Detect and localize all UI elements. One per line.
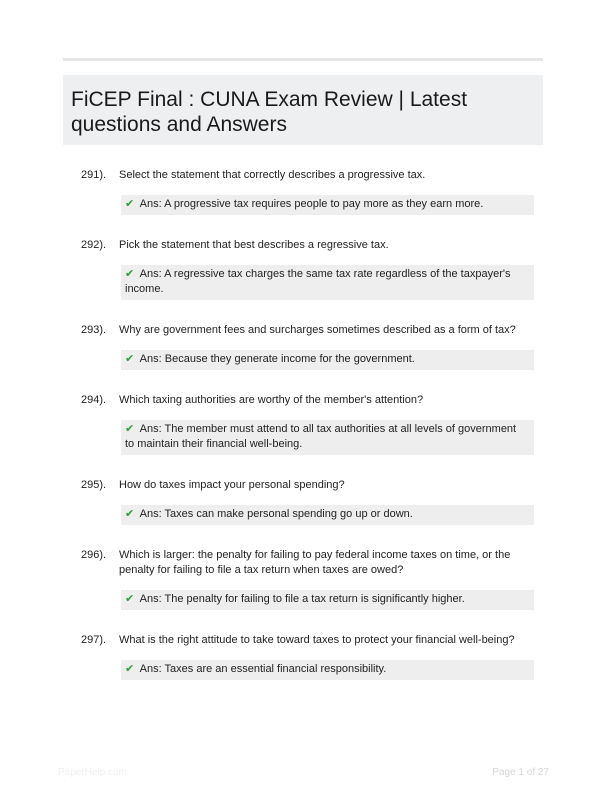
check-icon: ✔ <box>125 663 135 675</box>
qa-item <box>63 322 543 370</box>
page-title: FiCEP Final : CUNA Exam Review | Latest questions and Answers <box>71 88 468 136</box>
qa-item <box>63 237 543 300</box>
question-number: 293). <box>81 324 107 336</box>
question-row <box>63 477 543 493</box>
question-text: Select the statement that correctly describes a progressive tax. <box>119 169 426 181</box>
question-text: Why are government fees and surcharges sometimes described as a form of tax? <box>119 324 516 336</box>
question-number: 296). <box>81 549 107 561</box>
answer-prefix: Ans: <box>139 423 162 435</box>
check-icon: ✔ <box>125 268 135 280</box>
answer-box <box>121 660 534 680</box>
question-text: Which taxing authorities are worthy of the member's attention? <box>119 394 424 406</box>
qa-item <box>63 167 543 215</box>
question-text: Pick the statement that best describes a regressive tax. <box>119 239 389 251</box>
answer-text: A progressive tax requires people to pay more as they earn more. <box>164 198 484 210</box>
question-row <box>63 167 543 183</box>
answer-prefix: Ans: <box>139 663 162 675</box>
answer-box <box>121 265 534 300</box>
check-icon: ✔ <box>125 423 135 435</box>
question-number: 297). <box>81 634 107 646</box>
page-number: Page 1 of 27 <box>492 767 549 778</box>
qa-item <box>63 547 543 610</box>
question-number: 294). <box>81 394 107 406</box>
question-number: 291). <box>81 169 107 181</box>
title-banner <box>63 75 543 145</box>
check-icon: ✔ <box>125 508 135 520</box>
question-text: Which is larger: the penalty for failing to pay federal income taxes on time, or the penalty for failing to file a tax return when taxes are owed? <box>119 549 511 576</box>
answer-box <box>121 420 534 455</box>
answer-text: Because they generate income for the government. <box>164 353 415 365</box>
answer-prefix: Ans: <box>139 508 162 520</box>
question-list <box>63 167 543 702</box>
answer-prefix: Ans: <box>139 198 162 210</box>
qa-item <box>63 632 543 680</box>
check-icon: ✔ <box>125 593 135 605</box>
answer-prefix: Ans: <box>139 353 162 365</box>
check-icon: ✔ <box>125 198 135 210</box>
qa-item <box>63 477 543 525</box>
question-row <box>63 322 543 338</box>
answer-text: The member must attend to all tax authorities at all levels of government to maintain their financial well-being. <box>125 423 517 450</box>
answer-prefix: Ans: <box>139 593 162 605</box>
check-icon: ✔ <box>125 353 135 365</box>
question-text: What is the right attitude to take toward taxes to protect your financial well-being? <box>119 634 515 646</box>
footer-source-watermark: PaperHelp.com <box>58 767 127 778</box>
question-row <box>63 237 543 253</box>
question-number: 292). <box>81 239 107 251</box>
answer-box <box>121 350 534 370</box>
answer-text: A regressive tax charges the same tax rate regardless of the taxpayer's income. <box>125 268 511 295</box>
question-number: 295). <box>81 479 107 491</box>
question-row <box>63 547 543 578</box>
qa-item <box>63 392 543 455</box>
answer-box <box>121 590 534 610</box>
top-divider <box>63 58 543 61</box>
question-text: How do taxes impact your personal spending? <box>119 479 345 491</box>
answer-text: Taxes can make personal spending go up or down. <box>164 508 413 520</box>
question-row <box>63 392 543 408</box>
answer-box <box>121 505 534 525</box>
question-row <box>63 632 543 648</box>
answer-prefix: Ans: <box>139 268 162 280</box>
answer-box <box>121 195 534 215</box>
answer-text: The penalty for failing to file a tax return is significantly higher. <box>164 593 465 605</box>
answer-text: Taxes are an essential financial responsibility. <box>164 663 387 675</box>
